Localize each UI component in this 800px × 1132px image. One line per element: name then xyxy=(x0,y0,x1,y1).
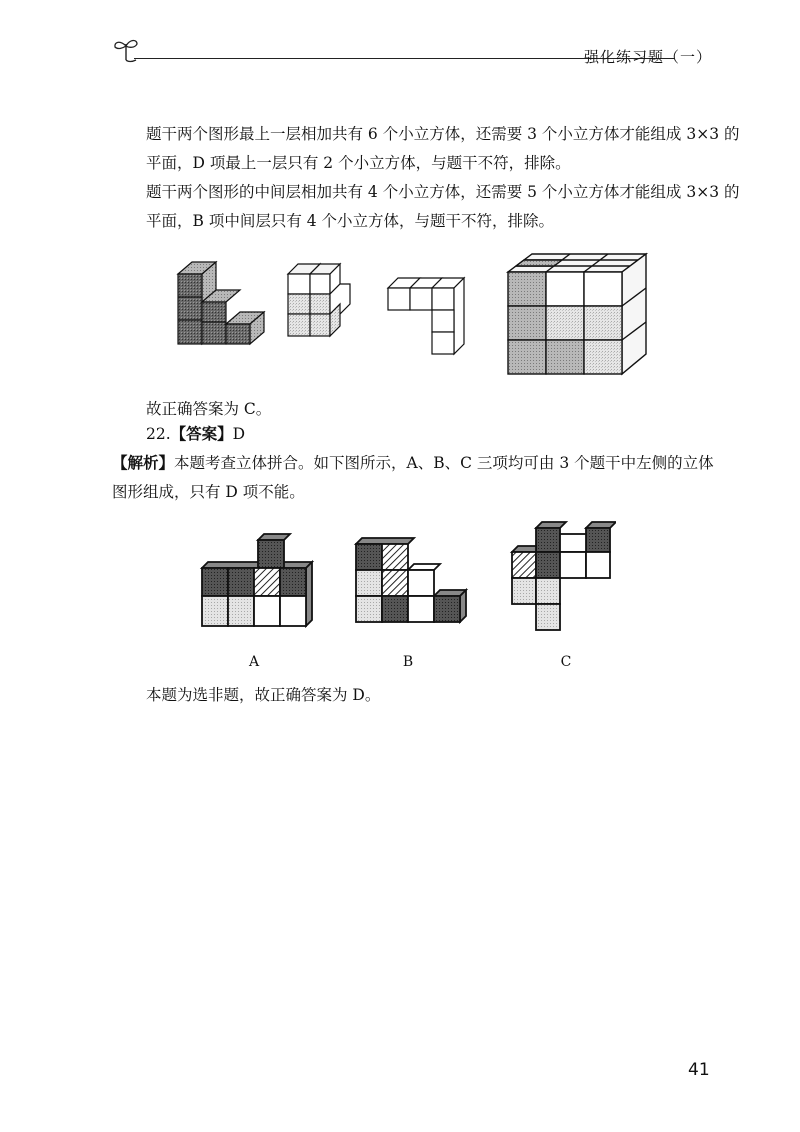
option-c-label: C xyxy=(560,654,572,670)
paragraph-top-layer: 题干两个图形最上一层相加共有 6 个小立方体，还需要 3 个小立方体才能组成 3×3 的平面，D 项最上一层只有 2 个小立方体，与题干不符，排除。 xyxy=(146,125,740,172)
option-a-label: A xyxy=(248,654,260,670)
cube-figure-1 xyxy=(170,252,660,380)
final-conclusion: 本题为选非题，故正确答案为 D。 xyxy=(146,686,381,704)
option-c-figure xyxy=(512,522,616,670)
cube-figure-2 xyxy=(196,518,616,674)
cube-piece-4 xyxy=(508,254,646,374)
analysis-text: 本题考查立体拼合。如下图所示，A、B、C 三项均可由 3 个题干中左侧的立体图形组成，只有 D 项不能。 xyxy=(112,454,714,501)
option-b-figure xyxy=(356,538,466,670)
question-number: 22. xyxy=(146,425,171,443)
sprout-icon xyxy=(112,34,146,68)
page-number: 41 xyxy=(688,1060,710,1080)
option-a-figure xyxy=(202,534,312,670)
page-header xyxy=(112,32,712,72)
cube-piece-1 xyxy=(178,262,264,344)
analysis-tag: 【解析】 xyxy=(112,454,175,472)
answer-line xyxy=(112,420,750,449)
paragraph-middle-layer: 题干两个图形的中间层相加共有 4 个小立方体，还需要 5 个小立方体才能组成 3×3 的平面，B 项中间层只有 4 个小立方体，与题干不符，排除。 xyxy=(146,183,740,230)
header-title: 强化练习题（一） xyxy=(583,48,712,66)
analysis-paragraph xyxy=(112,449,716,507)
cube-piece-3 xyxy=(388,278,464,354)
conclusion-c: 故正确答案为 C。 xyxy=(146,400,272,418)
option-b-label: B xyxy=(402,654,414,670)
answer-value: D xyxy=(232,425,246,443)
answer-tag: 【答案】 xyxy=(170,425,233,443)
cube-piece-2 xyxy=(288,264,350,336)
